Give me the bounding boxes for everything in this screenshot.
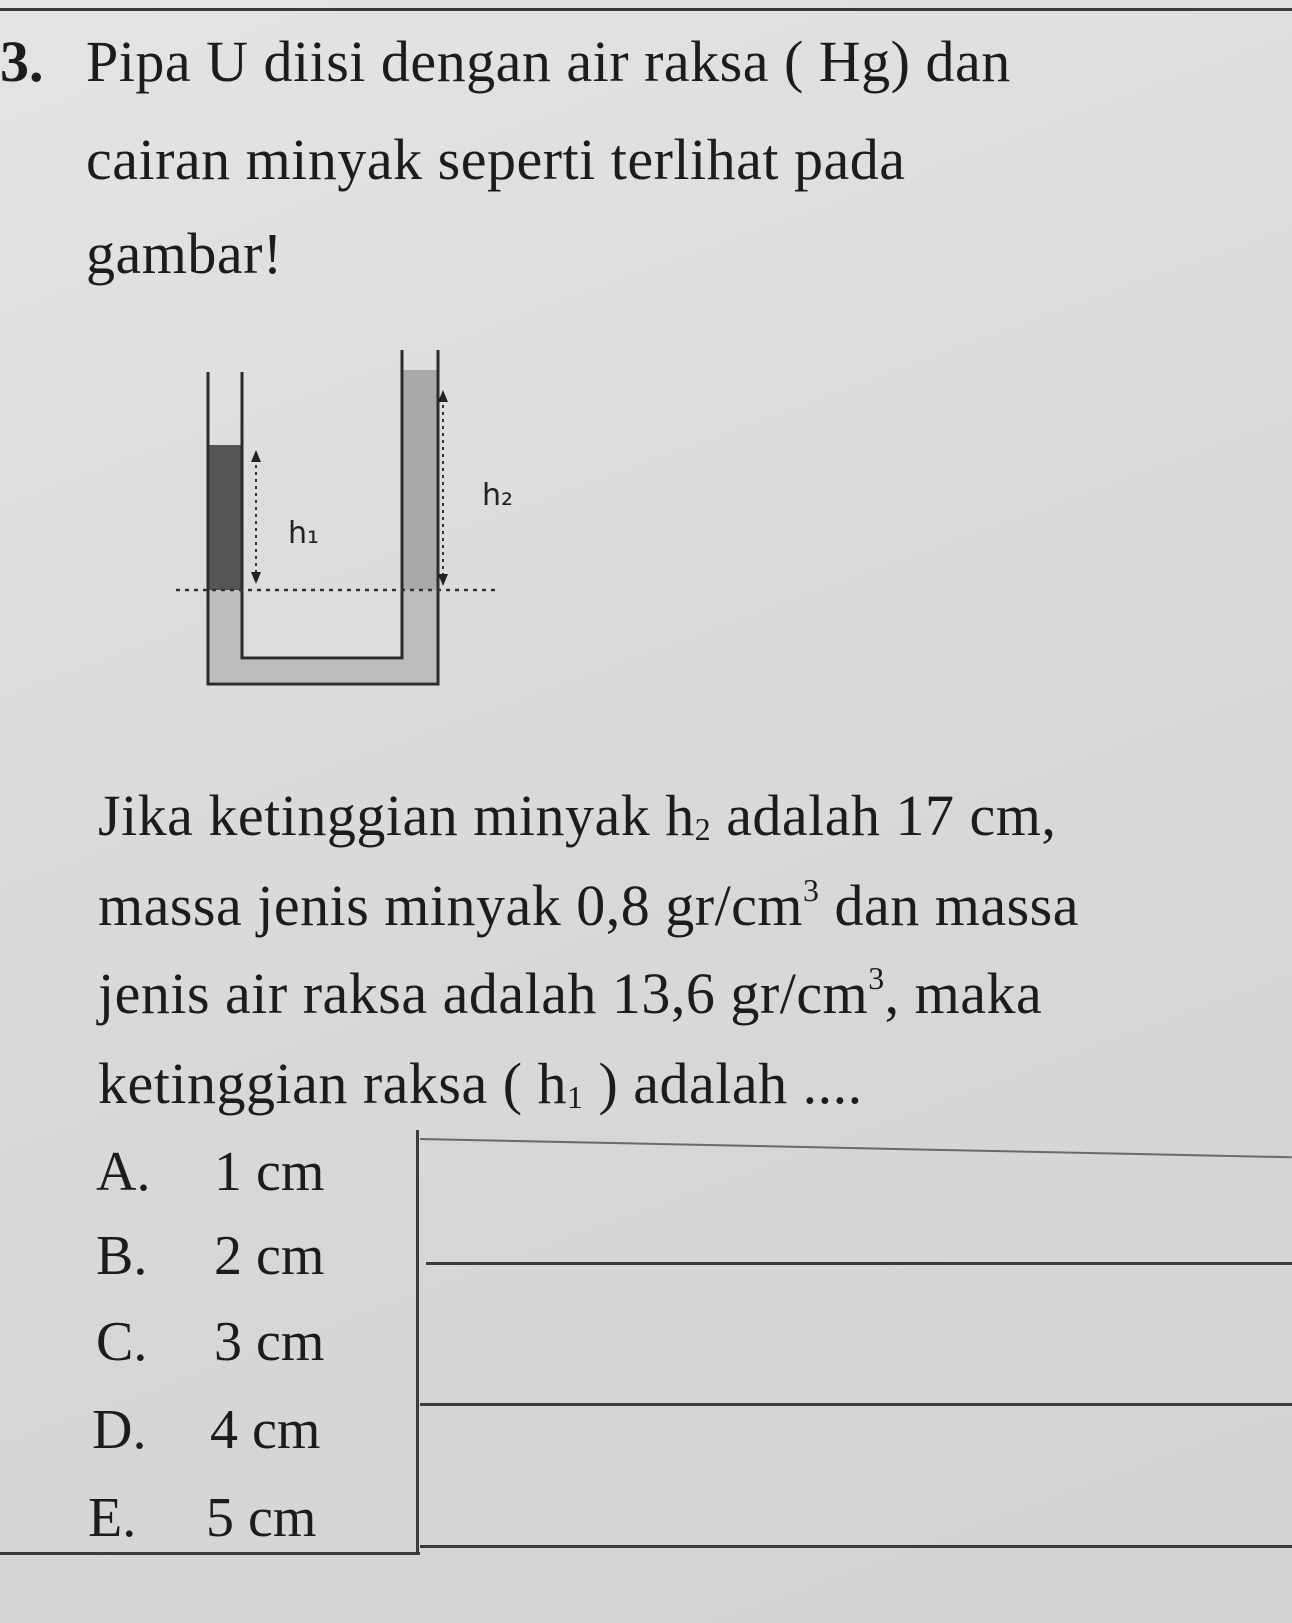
- option-e-text: 5 cm: [206, 1487, 317, 1549]
- option-b-letter: B.: [96, 1225, 148, 1287]
- option-d[interactable]: [92, 1398, 320, 1462]
- option-c-letter: C.: [96, 1311, 148, 1373]
- oil-column: [402, 370, 438, 590]
- question-number: 3.: [0, 29, 44, 94]
- question-line-4: [98, 782, 1056, 849]
- option-a-letter: A.: [96, 1141, 151, 1203]
- question-line-3: gambar!: [86, 221, 283, 286]
- line5-part-b: dan massa: [819, 873, 1079, 938]
- line7-subscript: 1: [567, 1079, 584, 1115]
- line5-superscript: 3: [803, 873, 820, 909]
- line7-part-b: ) adalah ....: [583, 1051, 863, 1116]
- answer-line-3: [420, 1545, 1292, 1548]
- line4-subscript: 2: [694, 811, 712, 847]
- line4-part-a: Jika ketinggian minyak h: [98, 783, 695, 848]
- option-c-text: 3 cm: [214, 1311, 325, 1373]
- label-h1: h₁: [288, 516, 320, 551]
- option-c[interactable]: [96, 1310, 324, 1374]
- question-line-6: [98, 960, 1042, 1027]
- option-e-letter: E.: [88, 1487, 137, 1549]
- question-line-7: [98, 1050, 863, 1117]
- line4-part-b: adalah 17 cm,: [711, 783, 1057, 848]
- answer-line-2: [420, 1403, 1292, 1406]
- line6-superscript: 3: [868, 961, 885, 997]
- h1-arrow-up: [251, 450, 261, 462]
- tube-inner-gap: [242, 590, 402, 660]
- option-a[interactable]: [96, 1140, 324, 1204]
- top-rule: [0, 8, 1292, 11]
- u-tube-diagram: [170, 350, 530, 720]
- options-bottom-line: [0, 1552, 420, 1555]
- question-line-2: cairan minyak seperti terlihat pada: [86, 127, 906, 192]
- question-line-5: [98, 872, 1079, 939]
- question-line-1: Pipa U diisi dengan air raksa ( Hg) dan: [86, 29, 1011, 94]
- option-b-text: 2 cm: [214, 1225, 325, 1287]
- option-e[interactable]: [88, 1486, 316, 1550]
- option-d-letter: D.: [92, 1399, 147, 1461]
- answer-line-1: [426, 1262, 1292, 1265]
- line6-part-b: , maka: [884, 961, 1043, 1026]
- line6-part-a: jenis air raksa adalah 13,6 gr/cm: [98, 961, 869, 1026]
- option-d-text: 4 cm: [210, 1399, 321, 1461]
- answer-box-divider: [416, 1130, 419, 1555]
- h1-arrow-down: [251, 572, 261, 584]
- line7-part-a: ketinggian raksa ( h: [98, 1051, 568, 1116]
- option-b[interactable]: [96, 1224, 324, 1288]
- label-h2: h₂: [482, 478, 514, 513]
- option-a-text: 1 cm: [214, 1141, 325, 1203]
- line5-part-a: massa jenis minyak 0,8 gr/cm: [98, 873, 804, 938]
- mercury-column: [208, 445, 242, 590]
- u-tube-svg: [170, 350, 530, 720]
